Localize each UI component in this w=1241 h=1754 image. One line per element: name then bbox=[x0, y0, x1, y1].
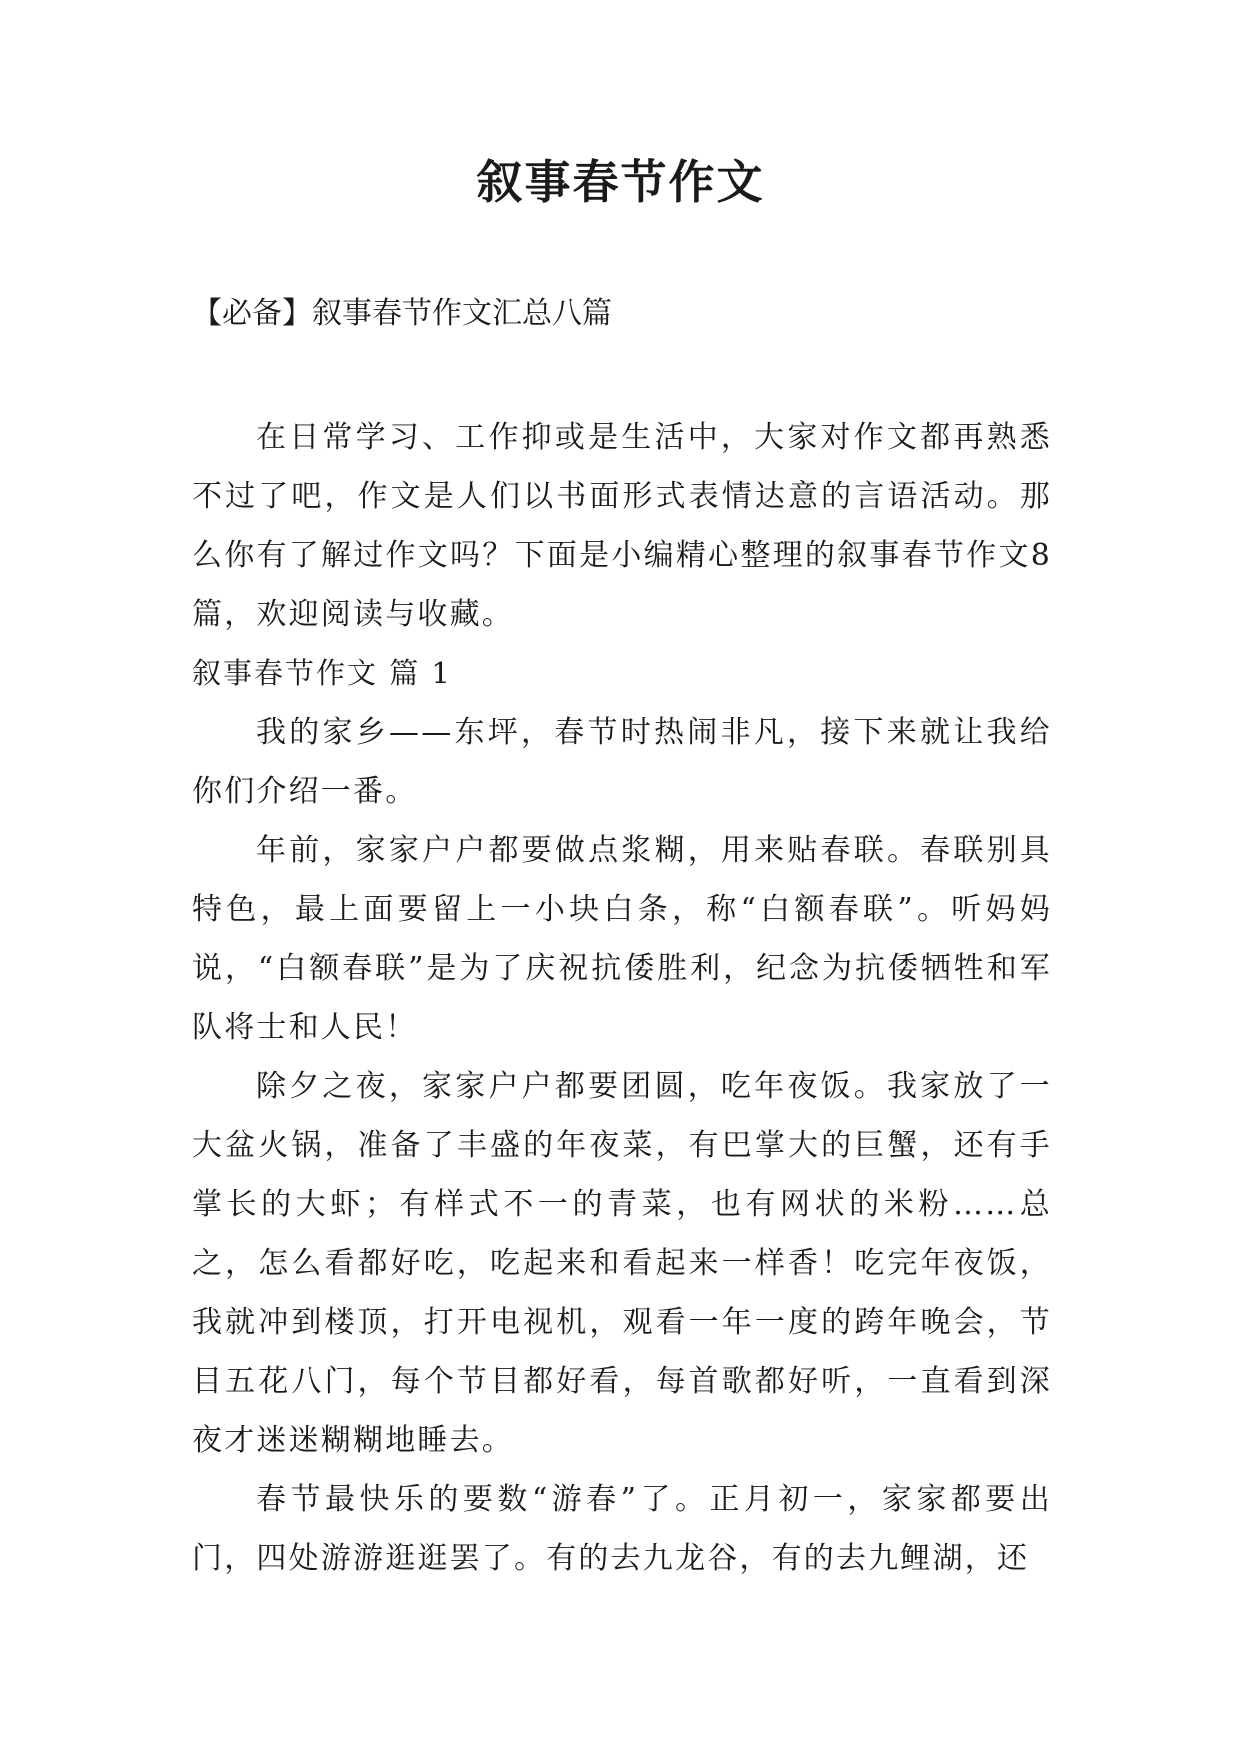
document-title: 叙事春节作文 bbox=[476, 155, 765, 209]
document-subtitle: 【必备】叙事春节作文汇总八篇 bbox=[192, 296, 612, 331]
body-paragraph: 除夕之夜，家家户户都要团圆，吃年夜饭。我家放了一大盆火锅，准备了丰盛的年夜菜，有巴掌大的巨蟹，还有手掌长的大虾；有样式不一的青菜，也有网状的米粉……总之，怎么看都好吃，吃起来和看起来一样香！吃完年夜饭，我就冲到楼顶，打开电视机，观看一年一度的跨年晚会，节目五花八门，每个节目都好看，每首歌都好听，一直看到深夜才迷迷糊糊地睡去。 bbox=[192, 1069, 1052, 1458]
body-paragraph: 我的家乡——东坪，春节时热闹非凡，接下来就让我给你们介绍一番。 bbox=[192, 715, 1052, 809]
body-paragraph: 年前，家家户户都要做点浆糊，用来贴春联。春联别具特色，最上面要留上一小块白条，称“白额春联”。听妈妈说，“白额春联”是为了庆祝抗倭胜利，纪念为抗倭牺牲和军队将士和人民！ bbox=[192, 833, 1052, 1045]
document-body bbox=[192, 408, 1052, 1588]
body-paragraph: 春节最快乐的要数“游春”了。正月初一，家家都要出门，四处游游逛逛罢了。有的去九龙谷，有的去九鲤湖，还 bbox=[192, 1482, 1052, 1576]
intro-paragraph: 在日常学习、工作抑或是生活中，大家对作文都再熟悉不过了吧，作文是人们以书面形式表情达意的言语活动。那么你有了解过作文吗？下面是小编精心整理的叙事春节作文8篇，欢迎阅读与收藏。 bbox=[192, 420, 1052, 632]
section-heading: 叙事春节作文 篇 1 bbox=[192, 656, 452, 690]
